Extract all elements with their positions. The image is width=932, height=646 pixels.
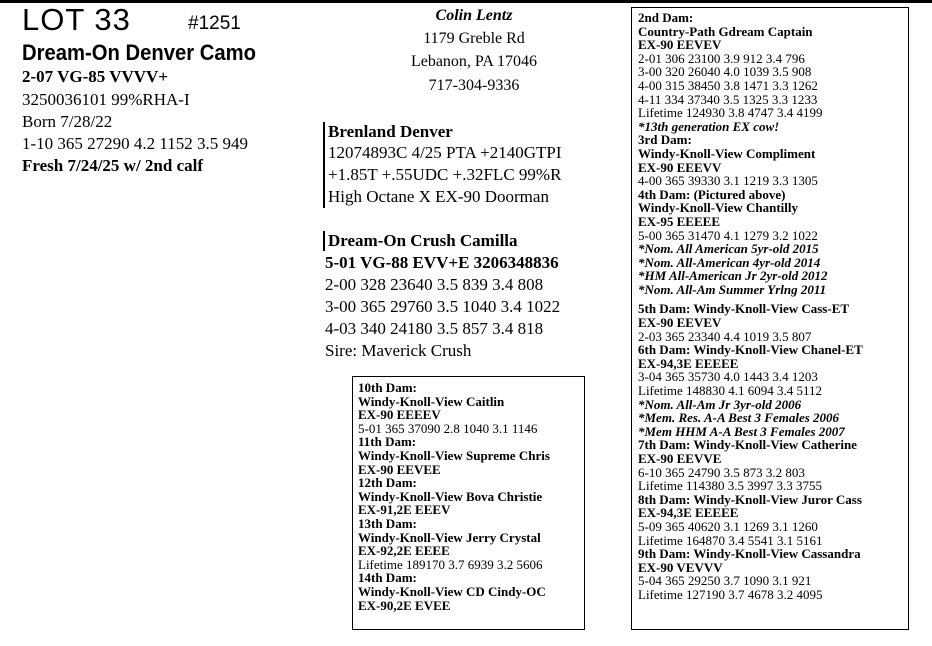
pedigree-line: 2nd Dam:: [638, 10, 694, 25]
pedigree-line: 8th Dam: Windy-Knoll-View Juror Cass: [638, 491, 862, 507]
dam-record-2: 3-00 365 29760 3.5 1040 3.4 1022: [325, 297, 561, 316]
pedigree-line: Lifetime 114380 3.5 3997 3.3 3755: [638, 478, 823, 494]
pedigree-line: EX-90 EEVEE: [358, 461, 441, 477]
consignor-phone: 717-304-9336: [428, 77, 520, 94]
pedigree-line: EX-94,3E EEEEE: [638, 505, 739, 521]
pedigree-line: 10th Dam:: [358, 380, 417, 395]
pedigree-line: EX-90 EEEVV: [638, 159, 722, 175]
pedigree-line: Windy-Knoll-View Chantilly: [638, 200, 798, 216]
sire-name: Brenland Denver: [328, 122, 453, 141]
pedigree-line: 5-09 365 40620 3.1 1269 3.1 1260: [638, 518, 818, 534]
pedigree-line: 2-03 365 23340 4.4 1019 3.5 807: [638, 328, 812, 344]
consignor-city: Lebanon, PA 17046: [410, 53, 538, 70]
dam-classification: 5-01 VG-88 EVV+E 3206348836: [325, 253, 559, 272]
cow-registration: 3250036101 99%RHA-I: [22, 90, 190, 109]
sire-line-2: +1.85T +.55UDC +.32FLC 99%R: [328, 165, 562, 184]
pedigree-line: Windy-Knoll-View Jerry Crystal: [358, 529, 541, 545]
cow-name: Dream-On Denver Camo: [22, 40, 256, 65]
pedigree-line: 5-04 365 29250 3.7 1090 3.1 921: [638, 573, 812, 589]
pedigree-line: 6th Dam: Windy-Knoll-View Chanel-ET: [638, 342, 863, 358]
sire-block: [323, 122, 562, 208]
pedigree-line: 11th Dam:: [358, 434, 417, 450]
cow-fresh: Fresh 7/24/25 w/ 2nd calf: [22, 156, 204, 175]
pedigree-line: 3-00 320 26040 4.0 1039 3.5 908: [638, 64, 812, 80]
pedigree-line: EX-94,3E EEEEE: [638, 355, 739, 371]
sire-line-3: High Octane X EX-90 Doorman: [328, 187, 549, 206]
pedigree-line: EX-90 EEVEV: [638, 37, 722, 53]
pedigree-line: Windy-Knoll-View Compliment: [638, 145, 816, 161]
pedigree-line: 14th Dam:: [358, 570, 417, 586]
pedigree-line: 2-01 306 23100 3.9 912 3.4 796: [638, 50, 805, 66]
cow-classification: 2-07 VG-85 VVVV+: [22, 67, 169, 86]
pedigree-line: 5th Dam: Windy-Knoll-View Cass-ET: [638, 301, 850, 317]
pedigree-line: 13th Dam:: [358, 515, 417, 531]
pedigree-line: EX-91,2E EEEV: [358, 502, 451, 518]
pedigree-line: EX-90 VEVVV: [638, 559, 723, 575]
pedigree-line: 4-00 365 39330 3.1 1219 3.3 1305: [638, 173, 818, 189]
pedigree-line: Lifetime 127190 3.7 4678 3.2 4095: [638, 586, 823, 602]
lot-number: #1251: [188, 13, 241, 34]
pedigree-line: 6-10 365 24790 3.5 873 3.2 803: [638, 464, 805, 480]
pedigree-line: EX-90 EEEEV: [358, 407, 441, 423]
pedigree-line: *HM All-American Jr 2yr-old 2012: [638, 268, 828, 284]
pedigree-line: 7th Dam: Windy-Knoll-View Catherine: [638, 437, 857, 453]
pedigree-box-2nd-9th-dams: [631, 7, 909, 630]
cow-record: 1-10 365 27290 4.2 1152 3.5 949: [22, 134, 249, 153]
pedigree-line: *Nom. All-American 4yr-old 2014: [638, 254, 821, 270]
pedigree-line: 3-04 365 35730 4.0 1443 3.4 1203: [638, 369, 818, 385]
dam-record-1: 2-00 328 23640 3.5 839 3.4 808: [325, 275, 544, 294]
pedigree-line: *13th generation EX cow!: [638, 118, 780, 134]
pedigree-line: 5-00 365 31470 4.1 1279 3.2 1022: [638, 227, 818, 243]
pedigree-line: EX-90,2E EVEE: [358, 597, 451, 613]
pedigree-line: Windy-Knoll-View Supreme Chris: [358, 447, 550, 463]
pedigree-line: Lifetime 124930 3.8 4747 3.4 4199: [638, 105, 823, 121]
pedigree-line: 4-11 334 37340 3.5 1325 3.3 1233: [638, 91, 818, 107]
pedigree-line: Windy-Knoll-View Bova Christie: [358, 488, 543, 504]
pedigree-line: Windy-Knoll-View Caitlin: [358, 393, 505, 409]
pedigree-line: 4-00 315 38450 3.8 1471 3.3 1262: [638, 77, 818, 93]
cow-born: Born 7/28/22: [22, 112, 113, 131]
consignor-street: 1179 Greble Rd: [423, 30, 525, 47]
pedigree-line: EX-90 EEVEV: [638, 315, 722, 331]
dam-block: [323, 231, 518, 251]
dam-details: [325, 252, 560, 362]
pedigree-line: EX-90 EEVVE: [638, 451, 722, 466]
pedigree-line: Lifetime 189170 3.7 6939 3.2 5606: [358, 556, 543, 572]
pedigree-box-10th-14th-dams: [352, 376, 585, 630]
consignor-name: Colin Lentz: [435, 7, 513, 24]
pedigree-line: 9th Dam: Windy-Knoll-View Cassandra: [638, 546, 861, 562]
pedigree-line: *Nom. All-Am Jr 3yr-old 2006: [638, 396, 802, 412]
pedigree-line: 12th Dam:: [358, 475, 417, 491]
pedigree-line: Country-Path Gdream Captain: [638, 23, 813, 39]
pedigree-line: EX-95 EEEEE: [638, 213, 720, 229]
pedigree-line: *Mem. Res. A-A Best 3 Females 2006: [638, 410, 840, 426]
top-rule: [0, 0, 932, 3]
lot-label: LOT 33: [22, 2, 131, 37]
dam-sire: Sire: Maverick Crush: [325, 341, 472, 360]
pedigree-line: *Nom. All-Am Summer Yrlng 2011: [638, 281, 827, 297]
sire-line-1: 12074893C 4/25 PTA +2140GTPI: [328, 143, 562, 162]
pedigree-line: Lifetime 148830 4.1 6094 3.4 5112: [638, 383, 823, 399]
dam-record-3: 4-03 340 24180 3.5 857 3.4 818: [325, 319, 544, 338]
pedigree-line: Windy-Knoll-View CD Cindy-OC: [358, 583, 546, 599]
pedigree-line: *Nom. All American 5yr-old 2015: [638, 241, 819, 257]
pedigree-line: *Mem HHM A-A Best 3 Females 2007: [638, 423, 845, 439]
dam-name: Dream-On Crush Camilla: [328, 231, 518, 250]
pedigree-line: 4th Dam: (Pictured above): [638, 186, 786, 202]
pedigree-line: 5-01 365 37090 2.8 1040 3.1 1146: [358, 420, 538, 436]
pedigree-line: EX-92,2E EEEE: [358, 543, 450, 559]
pedigree-line: Lifetime 164870 3.4 5541 3.1 5161: [638, 532, 823, 548]
pedigree-line: 3rd Dam:: [638, 132, 692, 148]
